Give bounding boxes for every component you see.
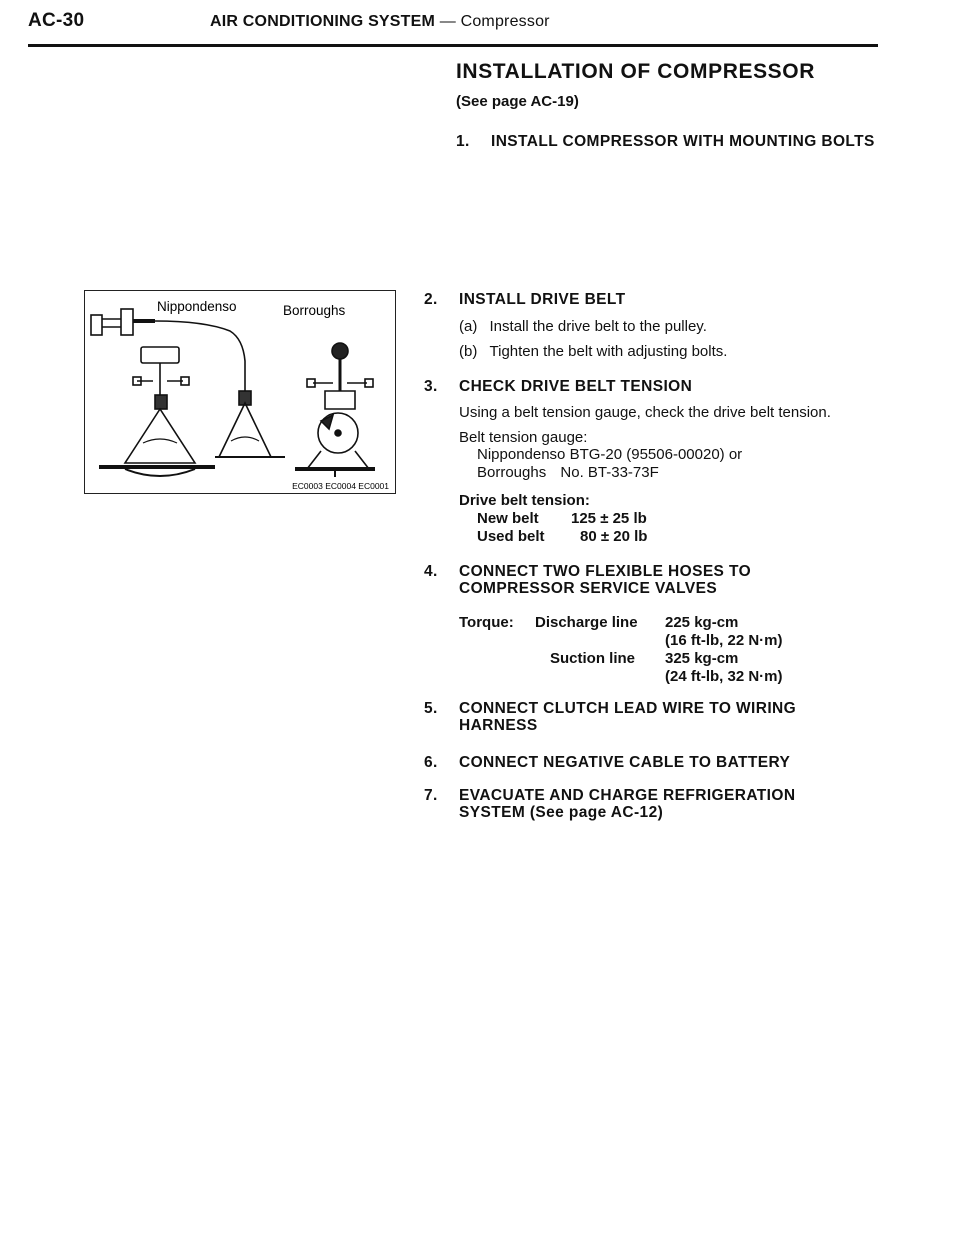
step-2 (424, 291, 864, 311)
torque-suction-value-alt: (24 ft-lb, 32 N·m) (665, 668, 783, 685)
step-number: 7. (424, 787, 438, 804)
item-marker: (b) (459, 343, 478, 360)
belt-tension-gauge-illustration (85, 291, 394, 492)
header-rule (28, 44, 878, 47)
tension-new-name: New belt (477, 510, 539, 527)
item-text: Install the drive belt to the pulley. (489, 318, 707, 335)
step-4 (424, 563, 864, 603)
torque-discharge-value-alt: (16 ft-lb, 22 N·m) (665, 632, 783, 649)
gauge-brand: Borroughs (477, 464, 547, 481)
tension-used-value: 80 ± 20 lb (580, 528, 648, 545)
step-number: 5. (424, 700, 438, 717)
torque-discharge-value: 225 kg-cm (665, 614, 739, 631)
gauge-part-number: No. BT-33-73F (560, 464, 659, 481)
step-heading-line-2: SYSTEM (See page AC-12) (459, 804, 664, 821)
step-heading-line-1: EVACUATE AND CHARGE REFRIGERATION (459, 787, 796, 804)
page-title: INSTALLATION OF COMPRESSOR (456, 60, 815, 83)
step-2-item-a (459, 318, 707, 336)
torque-discharge-line: Discharge line (535, 614, 638, 631)
section-title: AIR CONDITIONING SYSTEM (210, 13, 436, 30)
tension-label: Drive belt tension: (459, 492, 590, 509)
step-3 (424, 378, 864, 398)
torque-suction-line: Suction line (549, 650, 635, 667)
page-code: AC-30 (28, 10, 85, 31)
subsection-title: Compressor (460, 13, 550, 30)
item-marker: (a) (459, 318, 478, 335)
step-number: 4. (424, 563, 438, 580)
gauge-line-1: Nippondenso BTG-20 (95506-00020) or (477, 446, 743, 463)
step-heading: INSTALL DRIVE BELT (459, 291, 626, 308)
tension-used-name: Used belt (477, 528, 545, 545)
step-heading-line-1: CONNECT TWO FLEXIBLE HOSES TO (459, 563, 752, 580)
figure-codes: EC0003 EC0004 EC0001 (292, 481, 389, 491)
step-number: 2. (424, 291, 438, 308)
tension-new-value: 125 ± 25 lb (571, 510, 647, 527)
step-2-item-b (459, 343, 727, 361)
step-heading-line-2: HARNESS (459, 717, 538, 734)
see-page-reference: (See page AC-19) (456, 93, 579, 110)
step-heading: INSTALL COMPRESSOR WITH MOUNTING BOLTS (491, 133, 875, 150)
gauge-label: Belt tension gauge: (459, 429, 588, 446)
item-text: Tighten the belt with adjusting bolts. (489, 343, 728, 360)
step-heading-line-1: CONNECT CLUTCH LEAD WIRE TO WIRING (459, 700, 797, 717)
figure-label-borroughs: Borroughs (283, 303, 346, 318)
step-5 (424, 700, 864, 740)
step-number: 6. (424, 754, 438, 771)
step-6 (424, 754, 864, 774)
step-3-body: Using a belt tension gauge, check the drive belt tension. (459, 404, 831, 421)
step-number: 1. (456, 133, 470, 150)
torque-suction-value: 325 kg-cm (665, 650, 739, 667)
step-heading-line-2: COMPRESSOR SERVICE VALVES (459, 580, 718, 597)
step-heading: CONNECT NEGATIVE CABLE TO BATTERY (459, 754, 791, 771)
step-heading: CHECK DRIVE BELT TENSION (459, 378, 693, 395)
step-1 (456, 133, 896, 153)
step-7 (424, 787, 864, 827)
torque-label: Torque: (459, 614, 514, 631)
figure-label-nippondenso: Nippondenso (157, 299, 237, 314)
section-header (210, 13, 550, 31)
header-dash: — (439, 13, 456, 30)
belt-tension-gauge-figure (84, 290, 396, 494)
gauge-line-2 (477, 464, 659, 482)
step-number: 3. (424, 378, 438, 395)
